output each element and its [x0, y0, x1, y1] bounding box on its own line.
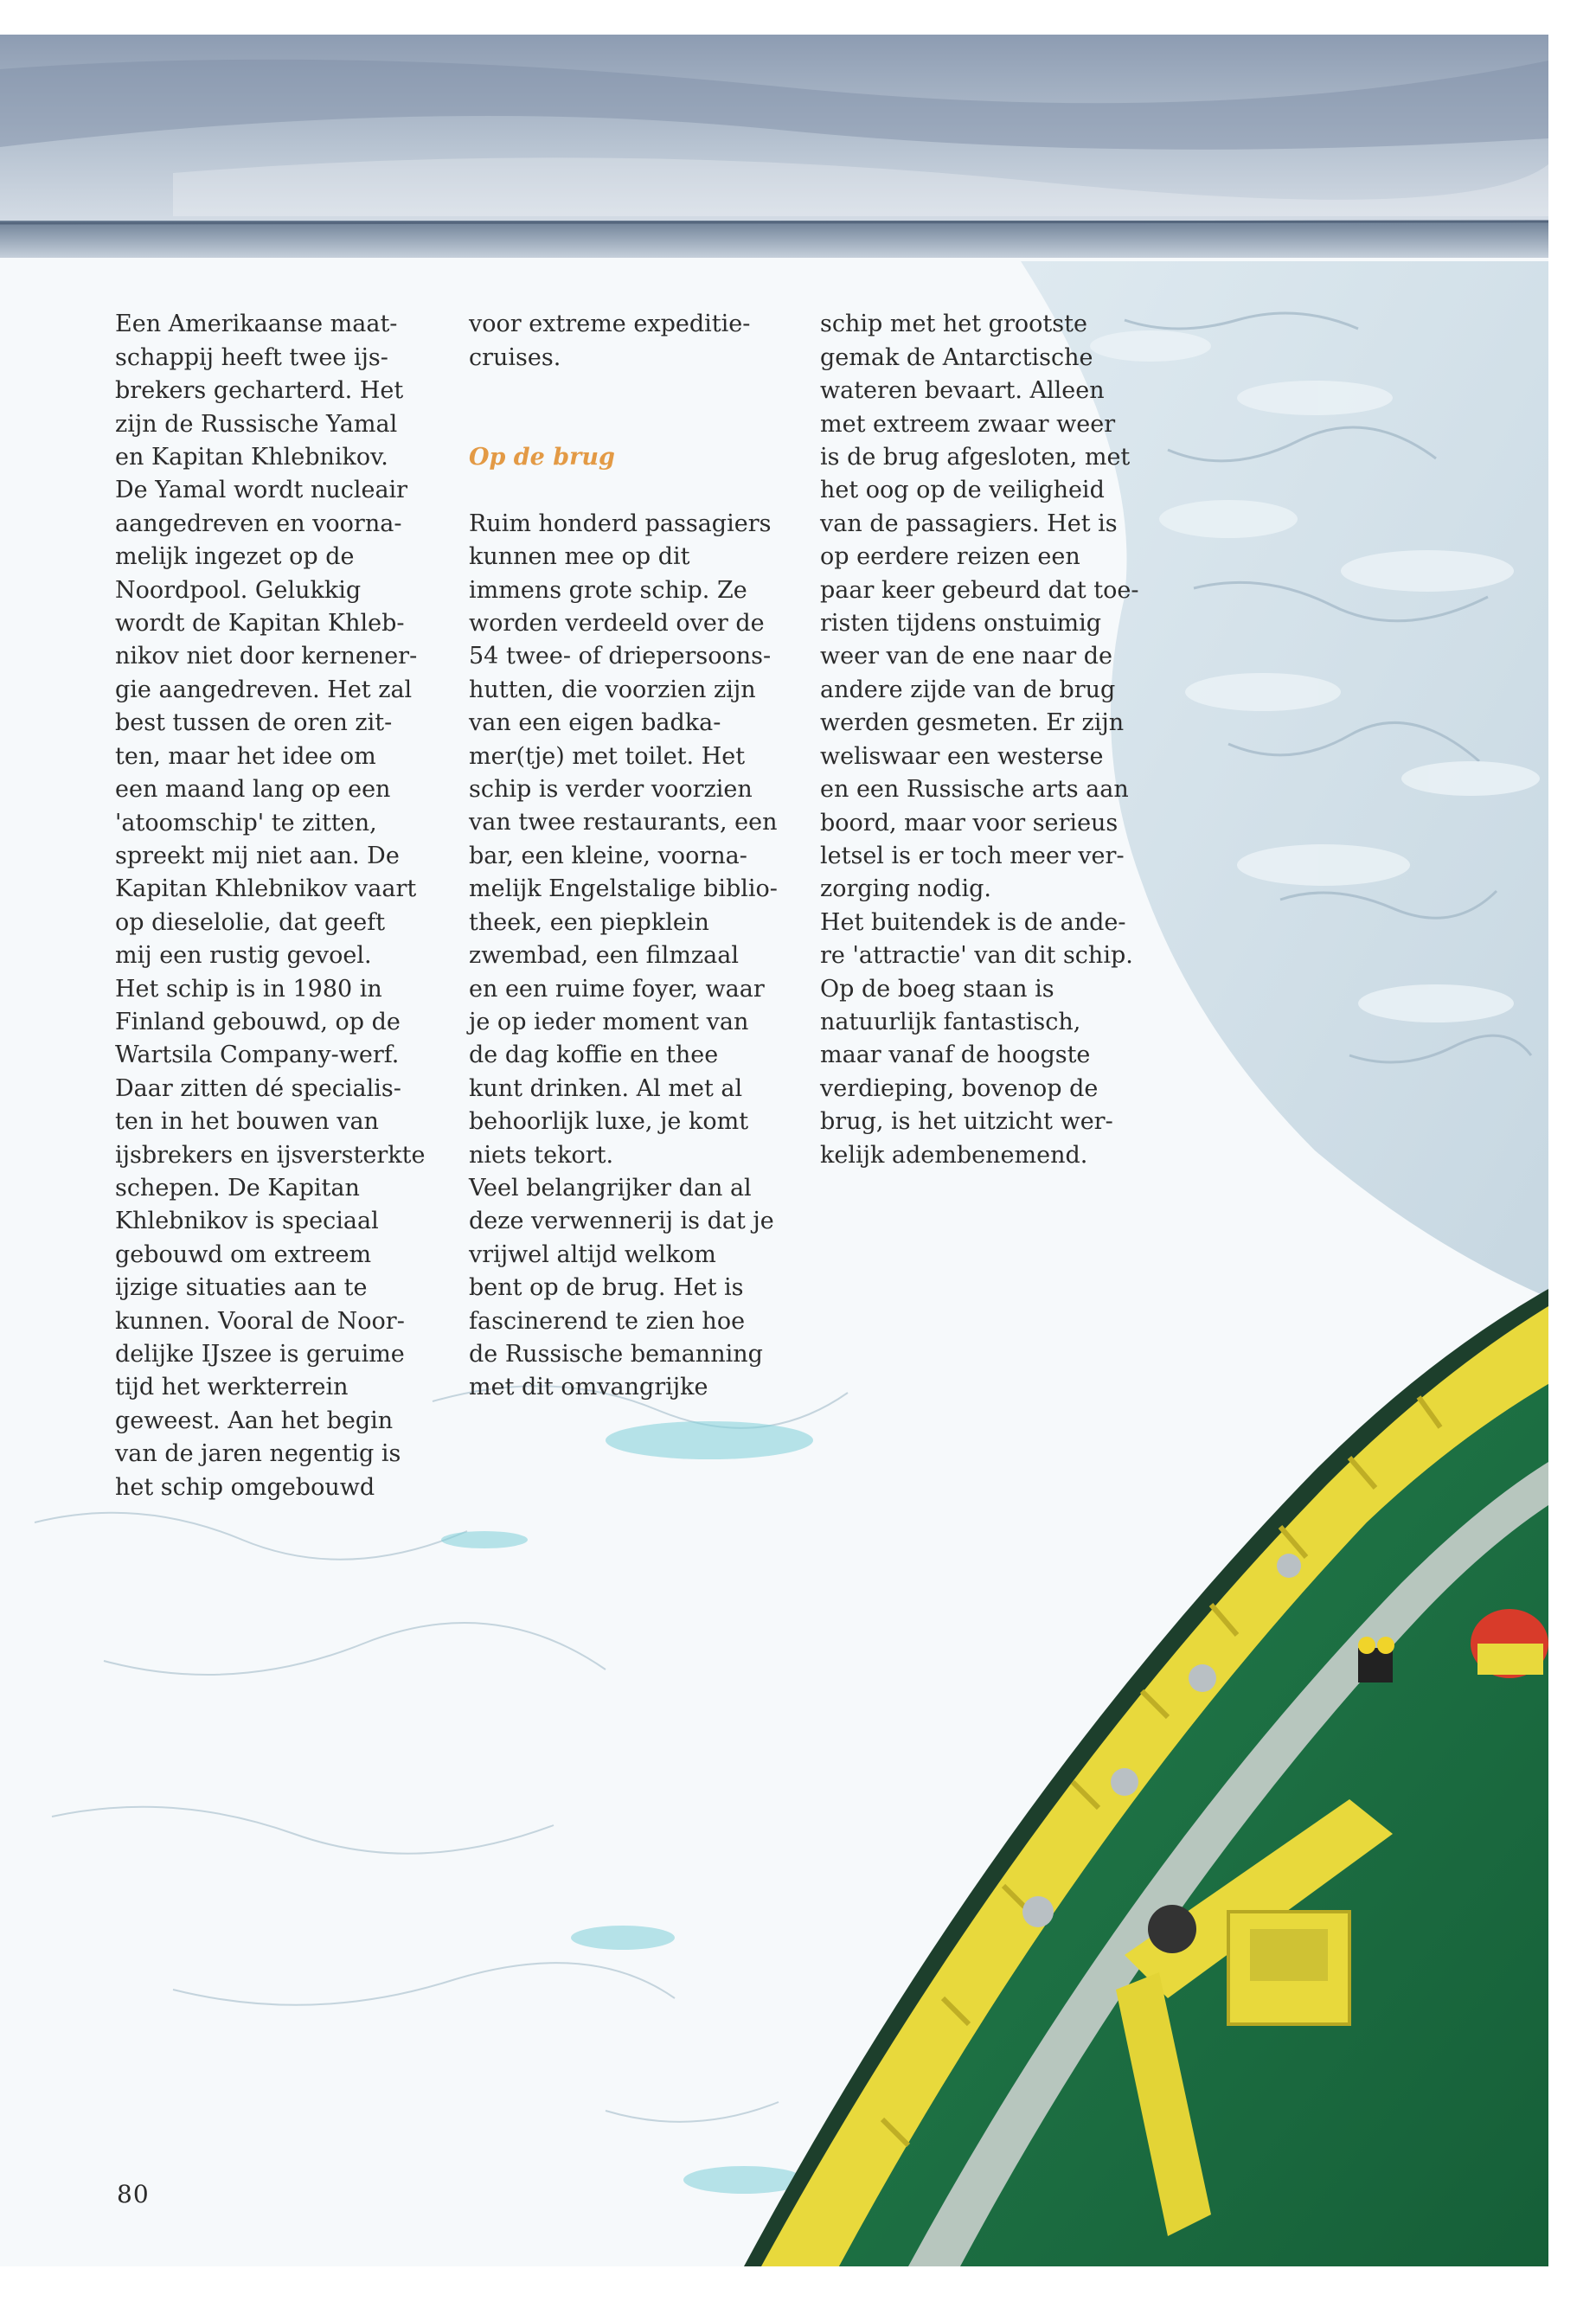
section-subheading: Op de brug	[469, 444, 615, 471]
column-2-body-text: Ruim honderd passagiers kunnen mee op dit immens grote schip. Ze worden verdeeld over de 54 twee- of driepersoons- hutten, die voorzien zijn van een eigen badka- mer(tje) met toilet. Het schip is verder voorzien van twee restaurants, een bar, een kleine, voorna- melijk Engelstalige biblio- theek, een piepklein zwembad, een filmzaal en een ruime foyer, waar je op ieder moment van de dag koffie en thee kunt drinken. Al met al behoorlijk luxe, je komt niets tekort. Veel belangrijker dan al deze verwennerij is dat je vrijwel altijd welkom bent op de brug. Het is fascinerend te zien hoe de Russische bemanning met dit omvangrijke	[469, 510, 778, 1401]
horizon-sea	[0, 221, 1548, 260]
column-1-text: Een Amerikaanse maat- schappij heeft twee ijs- brekers gecharterd. Het zijn de Russische Yamal en Kapitan Khlebnikov. De Yamal wordt nucleair aangedreven en voorna- melijk ingezet op de Noordpool. Gelukkig wordt de Kapitan Khleb- nikov niet door kernener- gie aangedreven. Het zal best tussen de oren zit- ten, maar het idee om een maand lang op een 'atoomschip' te zitten, spreekt mij niet aan. De Kapitan Khlebnikov vaart op dieselolie, dat geeft mij een rustig gevoel. Het schip is in 1980 in Finland gebouwd, op de Wartsila Company-werf. Daar zitten dé specialis- ten in het bouwen van ijsbrekers en ijsversterkte schepen. De Kapitan Khlebnikov is speciaal gebouwd om extreem ijzige situaties aan te kunnen. Vooral de Noor- delijke IJszee is geruime tijd het werkterrein geweest. Aan het begin van de jaren negentig is het schip omgebouwd	[115, 311, 426, 1501]
column-3-text: schip met het grootste gemak de Antarctische wateren bevaart. Alleen met extreem zwaar weer is de brug afgesloten, met het oog op de veiligheid van de passagiers. Het is op eerdere reizen een paar keer gebeurd dat toe- risten tijdens onstuimig weer van de ene naar de andere zijde van de brug werden gesmeten. Er zijn weliswaar een westerse en een Russische arts aan boord, maar voor serieus letsel is er toch meer ver- zorging nodig. Het buitendek is de ande- re 'attractie' van dit schip. Op de boeg staan is natuurlijk fantastisch, maar vanaf de hoogste verdieping, bovenop de brug, is het uitzicht wer- kelijk adembenemend.	[820, 311, 1139, 1169]
article-column-3	[820, 275, 1166, 1205]
column-2-intro-text: voor extreme expeditie- cruises.	[469, 311, 751, 371]
article-column-2	[469, 275, 815, 1438]
page-number: 80	[117, 2180, 150, 2208]
article-column-1	[115, 275, 444, 1537]
